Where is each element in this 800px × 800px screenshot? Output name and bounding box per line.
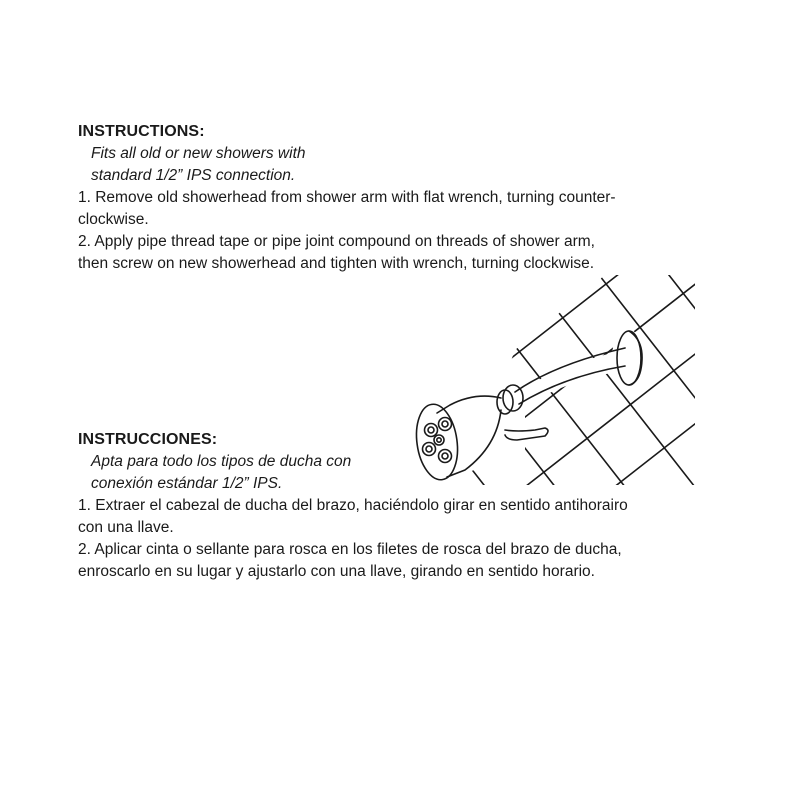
spanish-step-line: 1. Extraer el cabezal de ducha del brazo, haciéndolo girar en sentido antihorairo <box>78 497 628 514</box>
english-instructions <box>78 121 718 275</box>
english-step-line: 2. Apply pipe thread tape or pipe joint compound on threads of shower arm, <box>78 233 595 250</box>
spanish-instructions <box>78 429 718 583</box>
english-step-line: clockwise. <box>78 211 149 228</box>
spanish-step-line: con una llave. <box>78 519 174 536</box>
english-intro-line: Fits all old or new showers with <box>91 145 306 162</box>
spanish-heading: INSTRUCCIONES: <box>78 431 218 448</box>
spanish-intro-line: Apta para todo los tipos de ducha con <box>91 453 352 470</box>
english-step-line: then screw on new showerhead and tighten with wrench, turning clockwise. <box>78 255 595 272</box>
english-step-line: 1. Remove old showerhead from shower arm with flat wrench, turning counter- <box>78 189 616 206</box>
english-heading: INSTRUCTIONS: <box>78 123 205 140</box>
spanish-intro-line: conexión estándar 1/2” IPS. <box>91 475 283 492</box>
spanish-step-line: 2. Aplicar cinta o sellante para rosca en los filetes de rosca del brazo de ducha, <box>78 541 622 558</box>
spanish-step-line: enroscarlo en su lugar y ajustarlo con una llave, girando en sentido horario. <box>78 563 595 580</box>
english-intro-line: standard 1/2” IPS connection. <box>91 167 296 184</box>
